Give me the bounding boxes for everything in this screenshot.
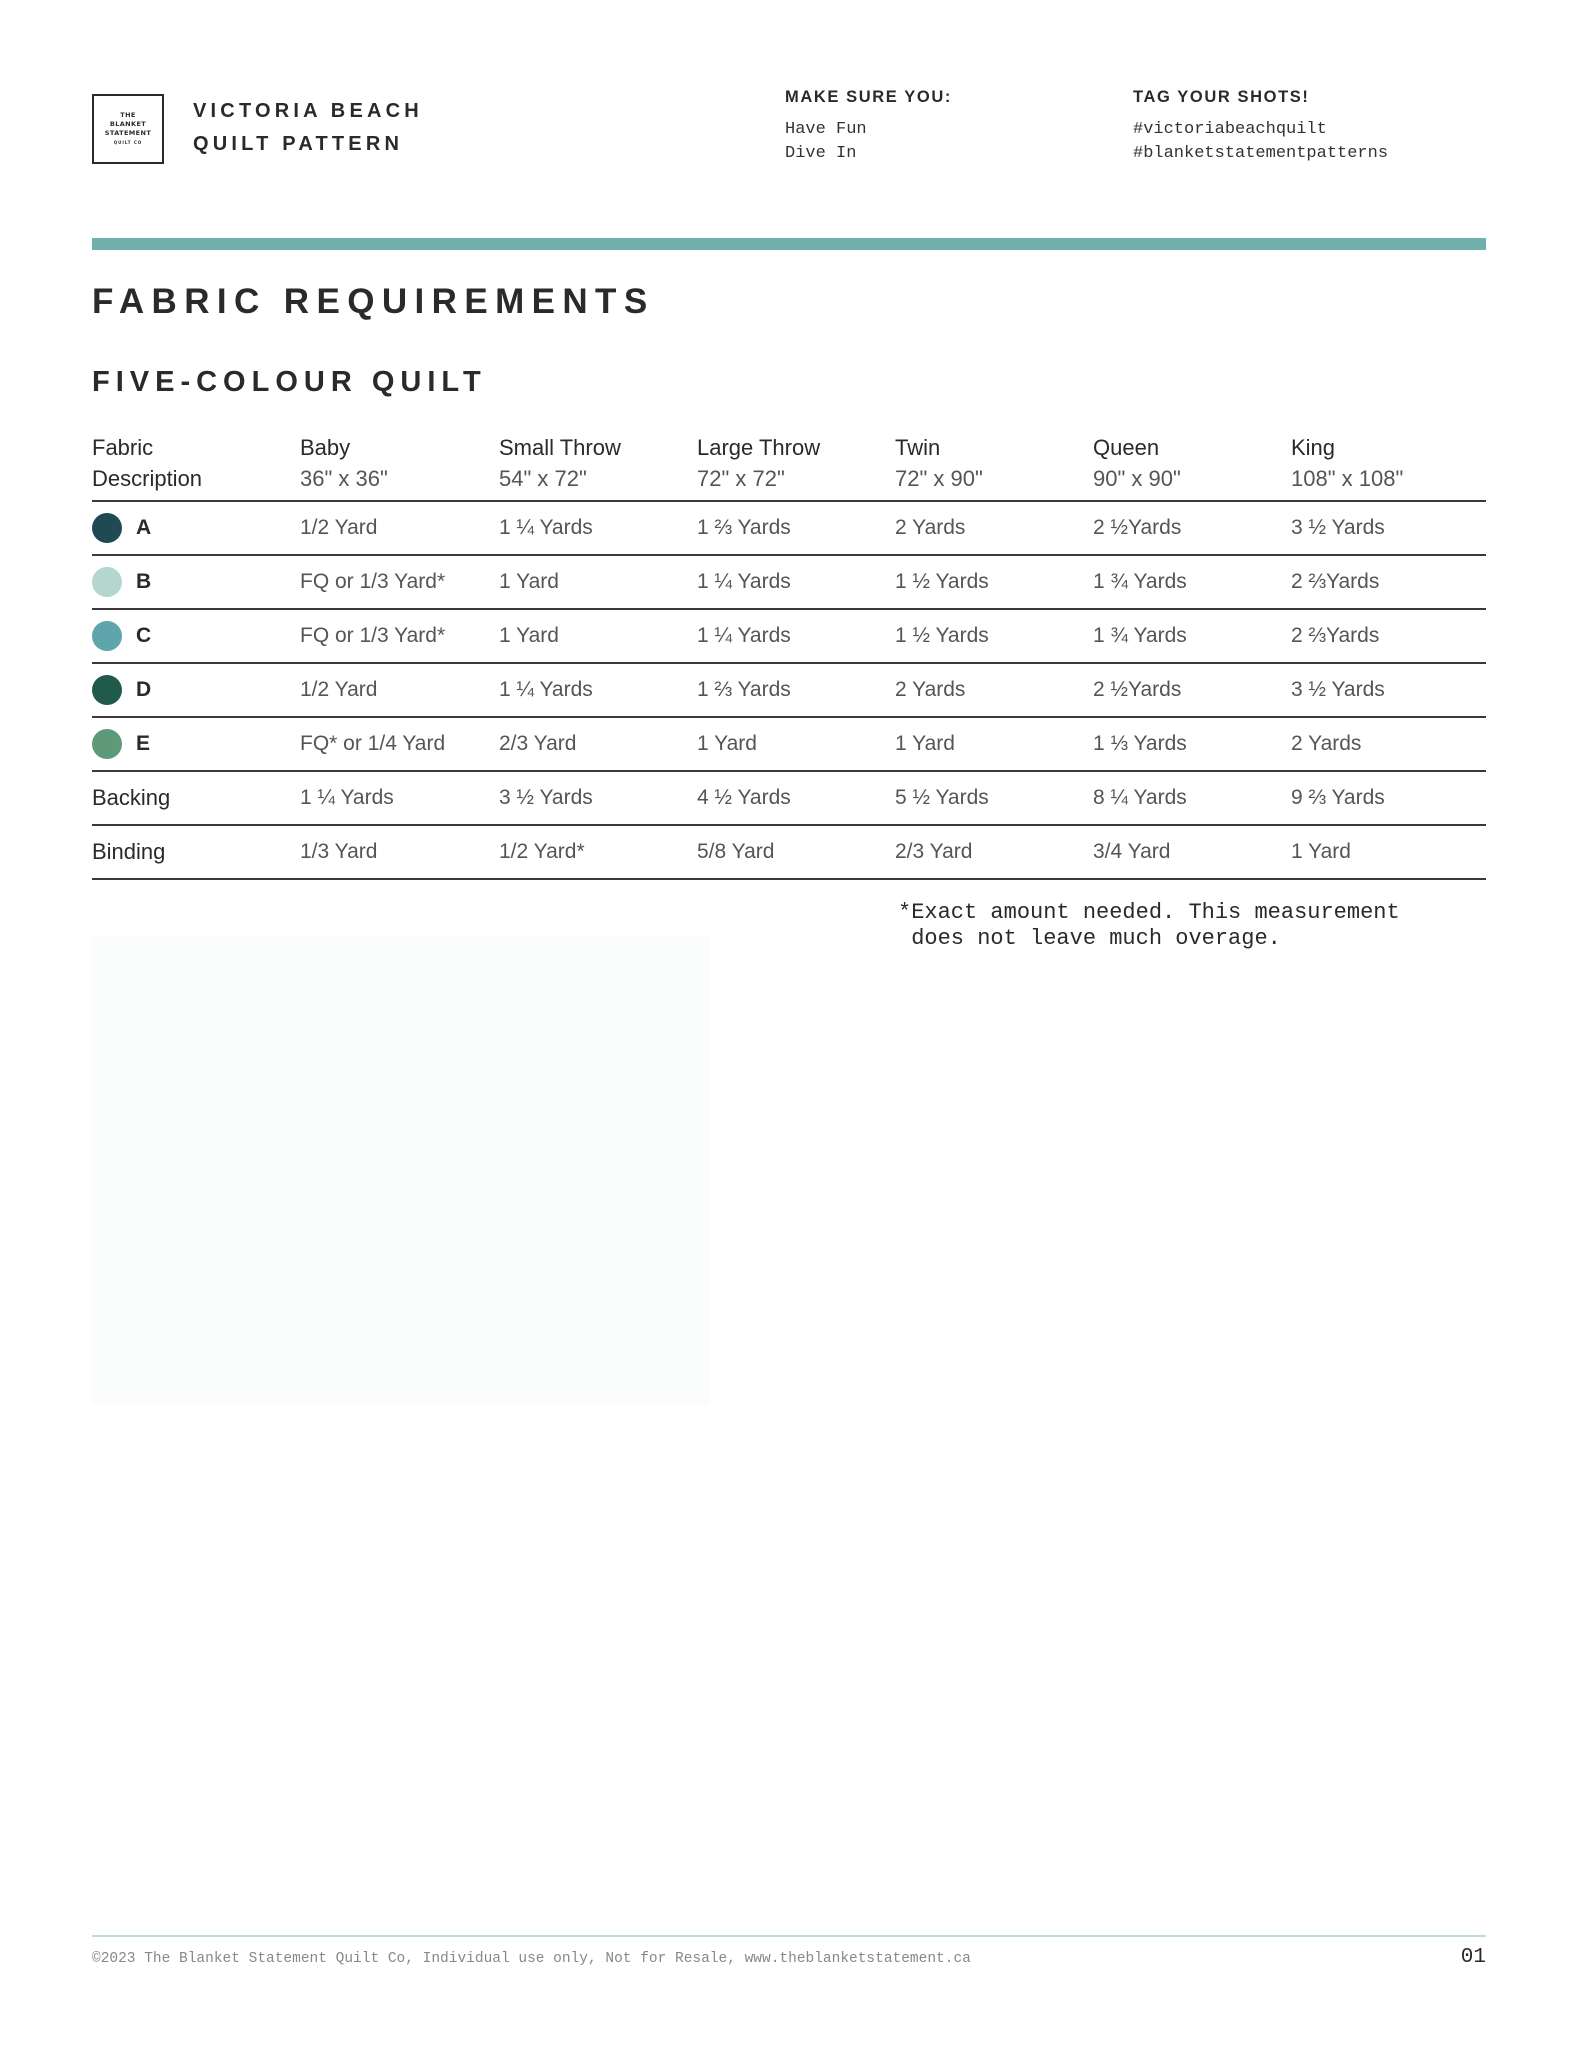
row-label: Backing [92, 771, 300, 825]
accent-divider [92, 238, 1486, 250]
logo-line: THE [120, 111, 136, 119]
table-cell: 4 ½ Yards [697, 771, 895, 825]
table-row [92, 555, 1486, 609]
table-cell: 1 ¼ Yards [499, 501, 697, 555]
make-sure-item: Have Fun [785, 120, 867, 139]
table-row [92, 717, 1486, 771]
table-cell: 1 ¼ Yards [697, 555, 895, 609]
table-cell: 1 ½ Yards [895, 609, 1093, 663]
table-row [92, 501, 1486, 555]
table-cell: 2 Yards [1291, 717, 1486, 771]
table-row [92, 825, 1486, 879]
table-cell: 1 ¼ Yards [499, 663, 697, 717]
make-sure-list [785, 118, 867, 166]
pattern-title-line-2: QUILT PATTERN [193, 133, 404, 155]
table-cell: 1 ⅔ Yards [697, 501, 895, 555]
column-header: Small Throw 54" x 72" [499, 432, 697, 501]
table-row [92, 609, 1486, 663]
logo-line: STATEMENT [104, 129, 152, 137]
hashtag: #victoriabeachquilt [1133, 120, 1327, 139]
table-cell: 9 ⅔ Yards [1291, 771, 1486, 825]
make-sure-label: MAKE SURE YOU: [785, 88, 952, 106]
row-label: B [92, 555, 300, 609]
table-cell: 5 ½ Yards [895, 771, 1093, 825]
table-header-row [92, 432, 1486, 501]
table-cell: 1/2 Yard [300, 501, 499, 555]
table-row [92, 663, 1486, 717]
hashtag: #blanketstatementpatterns [1133, 144, 1389, 163]
table-cell: 1 Yard [499, 555, 697, 609]
logo-line: QUILT CO [113, 140, 143, 145]
fabric-requirements-table [92, 432, 1486, 880]
row-label: A [92, 501, 300, 555]
make-sure-item: Dive In [785, 144, 857, 163]
table-cell: 2 ½Yards [1093, 501, 1291, 555]
column-header: Large Throw 72" x 72" [697, 432, 895, 501]
table-cell: 1/2 Yard* [499, 825, 697, 879]
column-header: Twin 72" x 90" [895, 432, 1093, 501]
image-placeholder [92, 935, 710, 1405]
table-cell: 2/3 Yard [499, 717, 697, 771]
table-cell: 2 Yards [895, 663, 1093, 717]
table-cell: 8 ¼ Yards [1093, 771, 1291, 825]
table-cell: 1 Yard [1291, 825, 1486, 879]
table-cell: 1/3 Yard [300, 825, 499, 879]
column-header: Queen 90" x 90" [1093, 432, 1291, 501]
table-cell: 1 ¾ Yards [1093, 555, 1291, 609]
table-cell: 2 ½Yards [1093, 663, 1291, 717]
page-number: 01 [1460, 1946, 1486, 1969]
pattern-title-line-1: VICTORIA BEACH [193, 100, 423, 122]
table-cell: 1 Yard [697, 717, 895, 771]
table-cell: 1 ¼ Yards [300, 771, 499, 825]
column-header: Fabric Description [92, 432, 300, 501]
table-cell: 1 ½ Yards [895, 555, 1093, 609]
table-cell: 1 ⅓ Yards [1093, 717, 1291, 771]
table-cell: FQ or 1/3 Yard* [300, 609, 499, 663]
fabric-swatch [92, 621, 122, 651]
table-cell: 3/4 Yard [1093, 825, 1291, 879]
table-row [92, 771, 1486, 825]
subsection-title: FIVE-COLOUR QUILT [92, 366, 487, 398]
tag-label: TAG YOUR SHOTS! [1133, 88, 1310, 106]
fabric-swatch [92, 675, 122, 705]
table-cell: 1 ¾ Yards [1093, 609, 1291, 663]
table-cell: 1 Yard [895, 717, 1093, 771]
row-label: E [92, 717, 300, 771]
table-cell: FQ* or 1/4 Yard [300, 717, 499, 771]
section-title: FABRIC REQUIREMENTS [92, 282, 655, 321]
copyright-footer: ©2023 The Blanket Statement Quilt Co, Individual use only, Not for Resale, www.theblanketstatement.ca [92, 1951, 971, 1967]
logo-line: BLANKET [109, 120, 147, 128]
fabric-swatch [92, 567, 122, 597]
brand-logo [92, 94, 164, 164]
table-cell: 3 ½ Yards [1291, 501, 1486, 555]
footer-divider [92, 1935, 1486, 1937]
row-label: C [92, 609, 300, 663]
table-cell: FQ or 1/3 Yard* [300, 555, 499, 609]
table-cell: 1 Yard [499, 609, 697, 663]
table-cell: 5/8 Yard [697, 825, 895, 879]
table-cell: 1/2 Yard [300, 663, 499, 717]
footnote: *Exact amount needed. This measurement does not leave much overage. [898, 900, 1400, 951]
table-cell: 1 ⅔ Yards [697, 663, 895, 717]
table-cell: 2/3 Yard [895, 825, 1093, 879]
table-cell: 3 ½ Yards [499, 771, 697, 825]
table-cell: 2 ⅔Yards [1291, 555, 1486, 609]
column-header: Baby 36" x 36" [300, 432, 499, 501]
table-cell: 2 Yards [895, 501, 1093, 555]
row-label: D [92, 663, 300, 717]
fabric-swatch [92, 513, 122, 543]
table-cell: 3 ½ Yards [1291, 663, 1486, 717]
column-header: King 108" x 108" [1291, 432, 1486, 501]
table-cell: 1 ¼ Yards [697, 609, 895, 663]
fabric-swatch [92, 729, 122, 759]
row-label: Binding [92, 825, 300, 879]
table-cell: 2 ⅔Yards [1291, 609, 1486, 663]
tag-list [1133, 118, 1388, 166]
